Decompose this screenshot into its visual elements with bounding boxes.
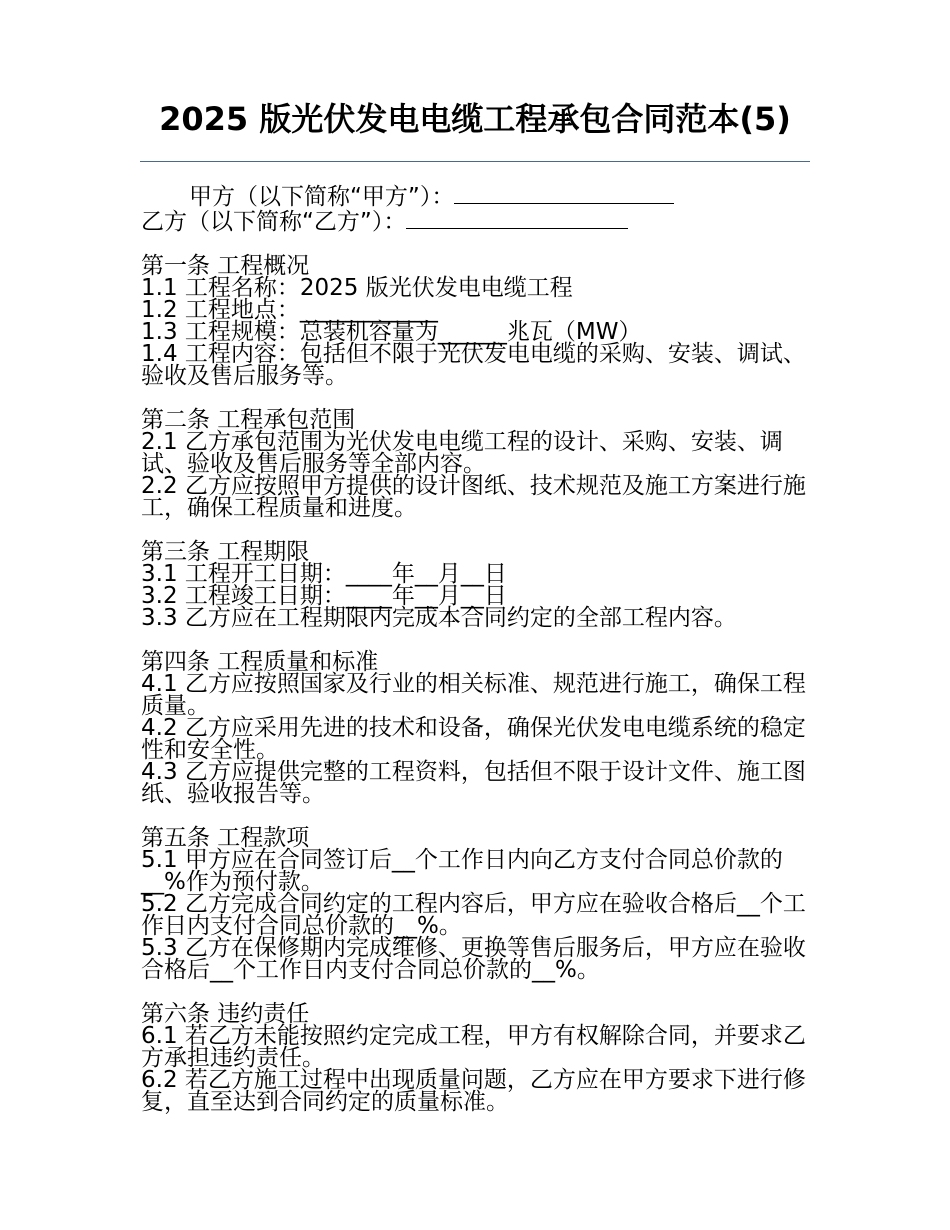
spacer	[141, 981, 806, 1003]
document-title: 2025 版光伏发电电缆工程承包合同范本(5)	[159, 100, 791, 138]
clause-3-3: 3.3 乙方应在工程期限内完成本合同约定的全部工程内容。	[141, 605, 737, 631]
clause-4-1: 4.1 乙方应按照国家及行业的相关标准、规范进行施工，确保工程质量。	[141, 671, 806, 719]
clause-3-1: 3.1 工程开工日期：____年__月__日	[141, 561, 507, 587]
section-heading: 第六条 违约责任	[141, 1001, 310, 1027]
clause-4-3: 4.3 乙方应提供完整的工程资料，包括但不限于设计文件、施工图纸、验收报告等。	[141, 759, 806, 807]
section-heading: 第五条 工程款项	[141, 825, 310, 851]
clause-6-2: 6.2 若乙方施工过程中出现质量问题，乙方应在甲方要求下进行修复，直至达到合同约定的质量标准。	[141, 1067, 806, 1115]
spacer	[141, 805, 806, 827]
section-heading: 第三条 工程期限	[141, 539, 310, 565]
clause-5-2: 5.2 乙方完成合同约定的工程内容后，甲方应在验收合格后__个工作日内支付合同总价款的__%。	[141, 891, 806, 939]
spacer	[141, 387, 806, 409]
clause-1-1: 1.1 工程名称：2025 版光伏发电电缆工程	[141, 275, 573, 301]
section-heading: 第一条 工程概况	[141, 253, 310, 279]
clause-4-2: 4.2 乙方应采用先进的技术和设备，确保光伏发电电缆系统的稳定性和安全性。	[141, 715, 806, 763]
clause-3-2: 3.2 工程竣工日期：____年__月__日	[141, 583, 507, 609]
section-heading: 第四条 工程质量和标准	[141, 649, 379, 675]
section-heading: 第二条 工程承包范围	[141, 407, 356, 433]
party-b-label: 乙方（以下简称“乙方”）：	[141, 209, 407, 235]
party-b-line	[141, 208, 806, 233]
clause-2-1: 2.1 乙方承包范围为光伏发电电缆工程的设计、采购、安装、调试、验收及售后服务等全部内容。	[141, 429, 783, 477]
clause-1-4: 1.4 工程内容：包括但不限于光伏发电电缆的采购、安装、调试、验收及售后服务等。	[141, 341, 806, 389]
title-divider	[140, 161, 810, 162]
contract-body	[141, 183, 806, 1113]
party-a-blank	[454, 183, 674, 204]
clause-5-3: 5.3 乙方在保修期内完成维修、更换等售后服务后，甲方应在验收合格后__个工作日内支付合同总价款的__%。	[141, 935, 806, 983]
clause-1-3: 1.3 工程规模：总装机容量为______兆瓦（MW）	[141, 319, 642, 345]
clause-6-1: 6.1 若乙方未能按照约定完成工程，甲方有权解除合同，并要求乙方承担违约责任。	[141, 1023, 806, 1071]
clause-1-2: 1.2 工程地点：____________	[141, 297, 438, 323]
spacer	[141, 233, 806, 255]
clause-5-1: 5.1 甲方应在合同签订后__个工作日内向乙方支付合同总价款的__%作为预付款。	[141, 847, 783, 895]
spacer	[141, 519, 806, 541]
spacer	[141, 629, 806, 651]
party-a-label: 甲方（以下简称“甲方”）：	[189, 184, 455, 210]
party-b-blank	[406, 208, 628, 229]
clause-2-2: 2.2 乙方应按照甲方提供的设计图纸、技术规范及施工方案进行施工，确保工程质量和进度。	[141, 473, 806, 521]
party-a-line	[141, 183, 806, 208]
